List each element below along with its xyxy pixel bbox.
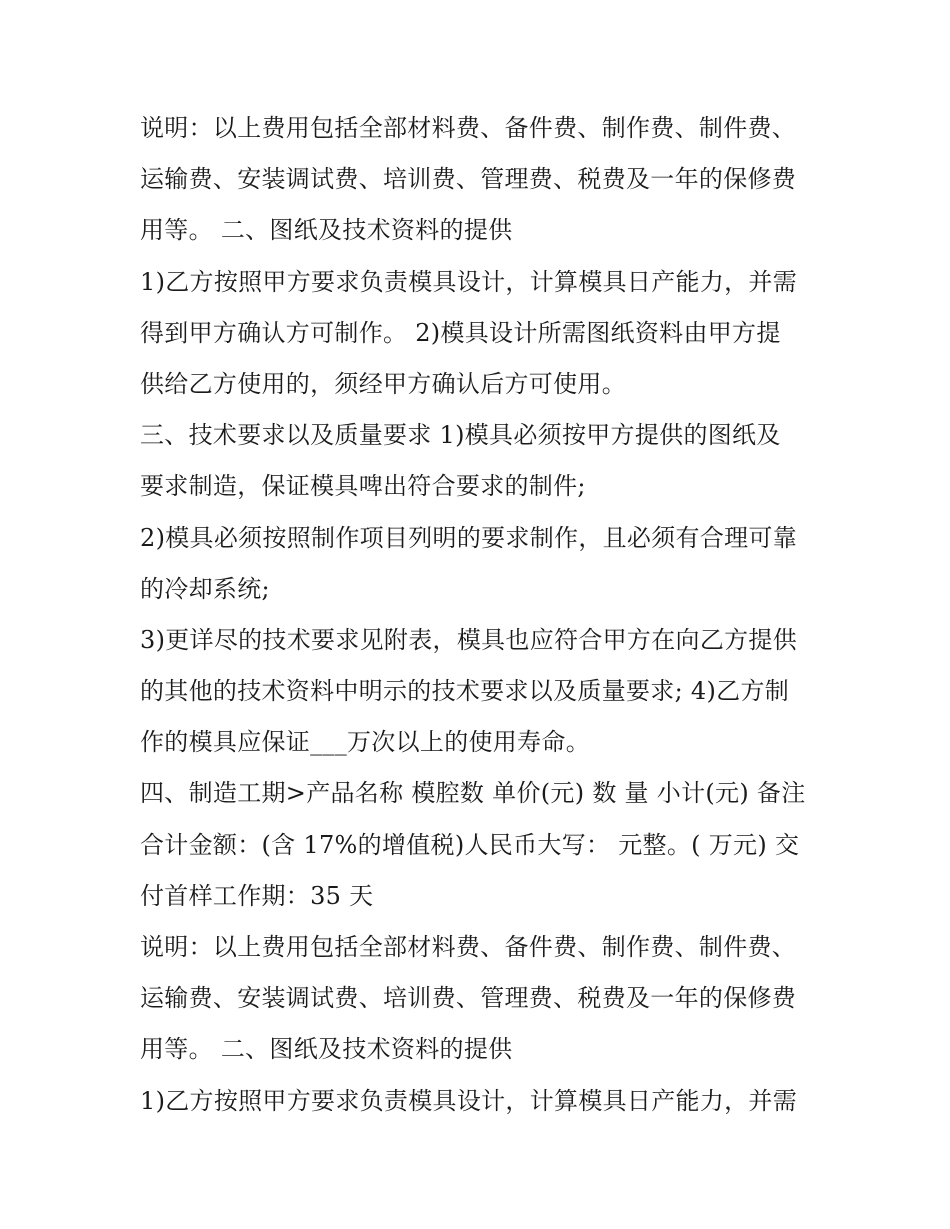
text-line: 3)更详尽的技术要求见附表，模具也应符合甲方在向乙方提供 <box>140 625 798 654</box>
text-line: 1)乙方按照甲方要求负责模具设计，计算模具日产能力，并需 <box>140 267 798 296</box>
text-line: 2)模具必须按照制作项目列明的要求制作，且必须有合理可靠 <box>140 523 798 552</box>
text-line: 用等。 二、图纸及技术资料的提供 <box>140 216 513 245</box>
text-line: 的其他的技术资料中明示的技术要求以及质量要求; 4)乙方制 <box>140 677 790 706</box>
text-line: 得到甲方确认方可制作。 2)模具设计所需图纸资料由甲方提 <box>140 318 781 347</box>
text-line: 用等。 二、图纸及技术资料的提供 <box>140 1035 513 1064</box>
text-line: 说明：以上费用包括全部材料费、备件费、制作费、制件费、 <box>140 933 797 961</box>
text-line: 三、技术要求以及质量要求 1)模具必须按甲方提供的图纸及 <box>140 421 781 450</box>
text-line: 四、制造工期>产品名称 模腔数 单价(元) 数 量 小计(元) 备注 <box>140 779 806 808</box>
text-line: 供给乙方使用的，须经甲方确认后方可使用。 <box>140 369 626 398</box>
text-line: 说明：以上费用包括全部材料费、备件费、制作费、制件费、 <box>140 114 797 142</box>
text-line: 运输费、安装调试费、培训费、管理费、税费及一年的保修费 <box>140 165 797 194</box>
text-line: 付首样工作期：35 天 <box>140 881 374 910</box>
text-line: 1)乙方按照甲方要求负责模具设计，计算模具日产能力，并需 <box>140 1086 798 1115</box>
text-line: 合计金额：(含 17%的增值税)人民币大写： 元整。( 万元) 交 <box>140 830 800 859</box>
text-line: 运输费、安装调试费、培训费、管理费、税费及一年的保修费 <box>140 984 797 1013</box>
text-line: 要求制造，保证模具啤出符合要求的制件; <box>140 472 586 501</box>
text-line: 作的模具应保证___万次以上的使用寿命。 <box>140 728 590 757</box>
text-line: 的冷却系统; <box>140 574 270 603</box>
document-body <box>140 103 820 1127</box>
